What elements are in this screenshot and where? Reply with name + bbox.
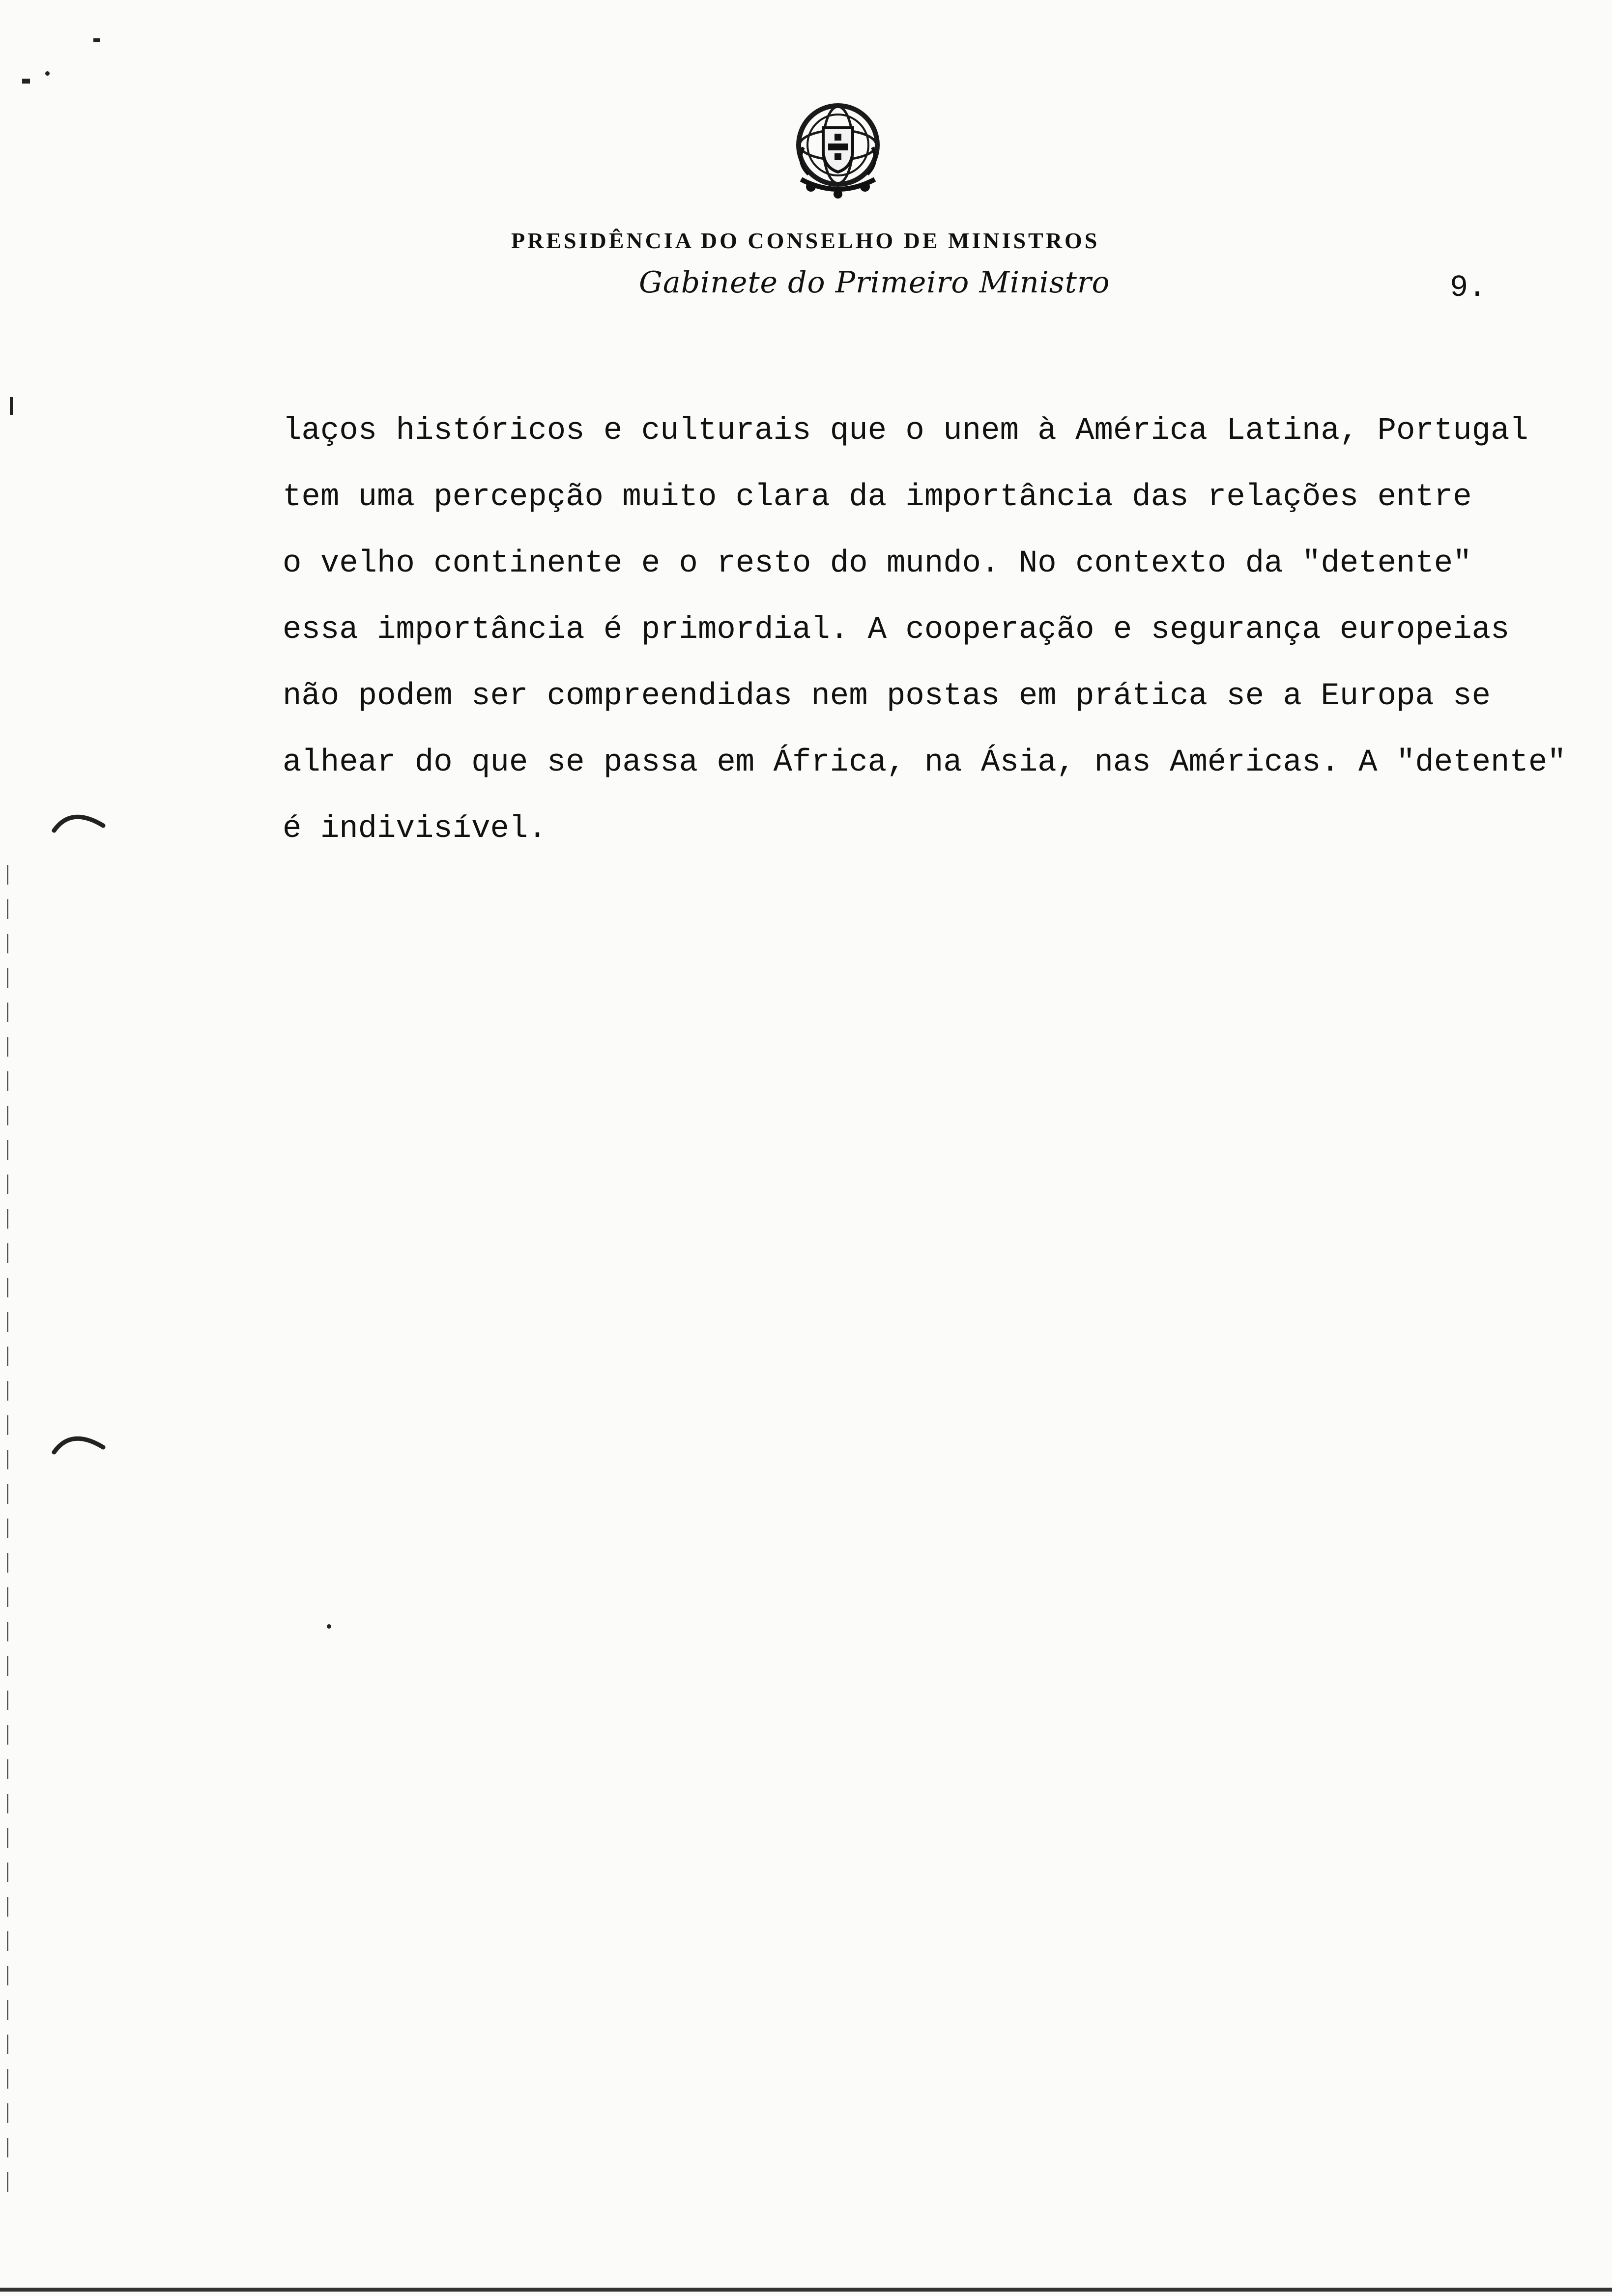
body-line: essa importância é primordial. A cooperação e segurança europeias: [283, 612, 1510, 648]
body-line: tem uma percepção muito clara da importância das relações entre: [283, 480, 1472, 515]
hole-punch-mark-icon: [49, 801, 108, 835]
body-line: não podem ser compreendidas nem postas em prática se a Europa se: [283, 679, 1491, 714]
scan-speck: [45, 71, 50, 76]
scan-speck: [10, 397, 13, 415]
page-number: 9.: [1450, 270, 1487, 305]
body-line: laços históricos e culturais que o unem à América Latina, Portugal: [283, 413, 1528, 449]
portuguese-coat-of-arms-icon: [781, 93, 894, 206]
body-line: alhear do que se passa em África, na Ásia, nas Américas. A "detente": [283, 745, 1566, 780]
margin-scan-line: [7, 865, 8, 2192]
institution-heading: PRESIDÊNCIA DO CONSELHO DE MINISTROS: [511, 228, 1100, 253]
body-line: é indivisível.: [283, 811, 547, 847]
scan-speck: [93, 38, 100, 42]
bottom-edge-rule: [0, 2288, 1612, 2292]
scan-speck: [22, 79, 30, 84]
body-line: o velho continente e o resto do mundo. No contexto da "detente": [283, 546, 1472, 581]
scan-speck: [327, 1624, 331, 1629]
hole-punch-mark-icon: [49, 1423, 108, 1457]
body-paragraph: [283, 398, 1605, 862]
office-subheading: Gabinete do Primeiro Ministro: [639, 265, 1110, 300]
